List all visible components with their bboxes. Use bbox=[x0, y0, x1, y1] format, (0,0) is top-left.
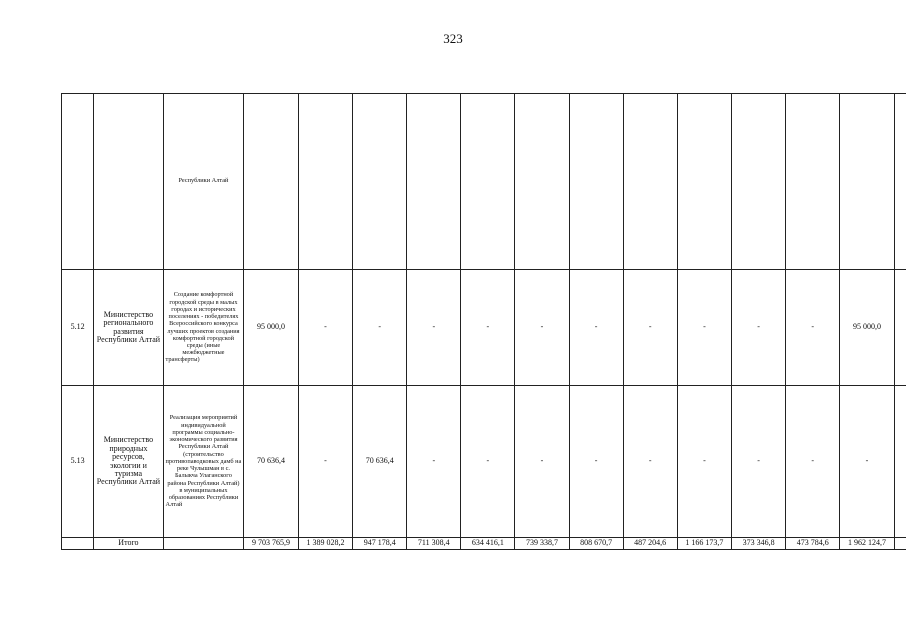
page-number: 323 bbox=[443, 31, 463, 46]
value-cell: 70 636,4 bbox=[353, 386, 407, 538]
row-number: 5.12 bbox=[62, 270, 94, 386]
value-cell: - bbox=[298, 270, 352, 386]
table-row bbox=[62, 94, 906, 270]
value-cell: - bbox=[353, 270, 407, 386]
table-row bbox=[62, 386, 906, 538]
table-row bbox=[62, 270, 906, 386]
total-value-cell: 373 346,8 bbox=[732, 538, 786, 550]
value-cell bbox=[786, 94, 840, 270]
responsible-organization: Министерство регионального развития Республики Алтай bbox=[94, 270, 163, 386]
budget-table bbox=[61, 93, 906, 550]
total-value-cell: 473 784,6 bbox=[786, 538, 840, 550]
total-row-number bbox=[62, 538, 94, 550]
value-cell: 95 000,0 bbox=[244, 270, 298, 386]
row-number: 5.13 bbox=[62, 386, 94, 538]
value-cell: - bbox=[623, 386, 677, 538]
value-cell bbox=[677, 94, 731, 270]
value-cell: - bbox=[407, 270, 461, 386]
total-value-cell: 9 703 765,9 bbox=[244, 538, 298, 550]
measure-description: Создание комфортной городской среды в малых городах и исторических поселениях - победителях Всероссийского конкурса лучших проектов создания комфортной городской среды (иные межбюджетные трансферты) bbox=[163, 270, 244, 386]
value-cell: - bbox=[786, 386, 840, 538]
value-cell bbox=[407, 94, 461, 270]
value-cell: - bbox=[677, 386, 731, 538]
measure-description: Республики Алтай bbox=[163, 94, 244, 270]
responsible-organization bbox=[94, 94, 163, 270]
value-cell: - bbox=[515, 386, 569, 538]
value-cell: - bbox=[461, 386, 515, 538]
value-cell: - bbox=[732, 386, 786, 538]
total-row bbox=[62, 538, 906, 550]
total-value-cell: 739 338,7 bbox=[515, 538, 569, 550]
value-cell bbox=[461, 94, 515, 270]
value-cell bbox=[244, 94, 298, 270]
total-value-cell: 1 389 028,2 bbox=[298, 538, 352, 550]
value-cell bbox=[515, 94, 569, 270]
value-cell: - bbox=[298, 386, 352, 538]
total-label: Итого bbox=[94, 538, 163, 550]
value-cell bbox=[894, 270, 906, 386]
value-cell bbox=[298, 94, 352, 270]
value-cell: 70 636,4 bbox=[244, 386, 298, 538]
value-cell: - bbox=[677, 270, 731, 386]
responsible-organization: Министерство природных ресурсов, экологии и туризма Республики Алтай bbox=[94, 386, 163, 538]
value-cell bbox=[353, 94, 407, 270]
value-cell: - bbox=[786, 270, 840, 386]
total-value-cell: 487 204,6 bbox=[623, 538, 677, 550]
value-cell: - bbox=[569, 386, 623, 538]
total-value-cell: 711 308,4 bbox=[407, 538, 461, 550]
value-cell: - bbox=[461, 270, 515, 386]
value-cell: 95 000,0 bbox=[840, 270, 894, 386]
total-value-cell: 634 416,1 bbox=[461, 538, 515, 550]
value-cell: - bbox=[732, 270, 786, 386]
value-cell bbox=[894, 94, 906, 270]
value-cell bbox=[732, 94, 786, 270]
value-cell bbox=[840, 94, 894, 270]
total-value-cell: 947 178,4 bbox=[353, 538, 407, 550]
value-cell: - bbox=[407, 386, 461, 538]
total-value-cell bbox=[894, 538, 906, 550]
total-value-cell: 1 166 173,7 bbox=[677, 538, 731, 550]
measure-description: Реализация мероприятий индивидуальной программы социально-экономического развития Республики Алтай (строительство противопаводковых дамб на реке Чулышман в с. Балыкча Улаганского района Республики Алтай) в муниципальных образованиях Республики Алтай bbox=[163, 386, 244, 538]
value-cell bbox=[569, 94, 623, 270]
total-value-cell: 808 670,7 bbox=[569, 538, 623, 550]
total-description bbox=[163, 538, 244, 550]
value-cell: - bbox=[840, 386, 894, 538]
value-cell: - bbox=[569, 270, 623, 386]
value-cell: - bbox=[623, 270, 677, 386]
value-cell: - bbox=[515, 270, 569, 386]
value-cell bbox=[623, 94, 677, 270]
total-value-cell: 1 962 124,7 bbox=[840, 538, 894, 550]
row-number bbox=[62, 94, 94, 270]
value-cell bbox=[894, 386, 906, 538]
